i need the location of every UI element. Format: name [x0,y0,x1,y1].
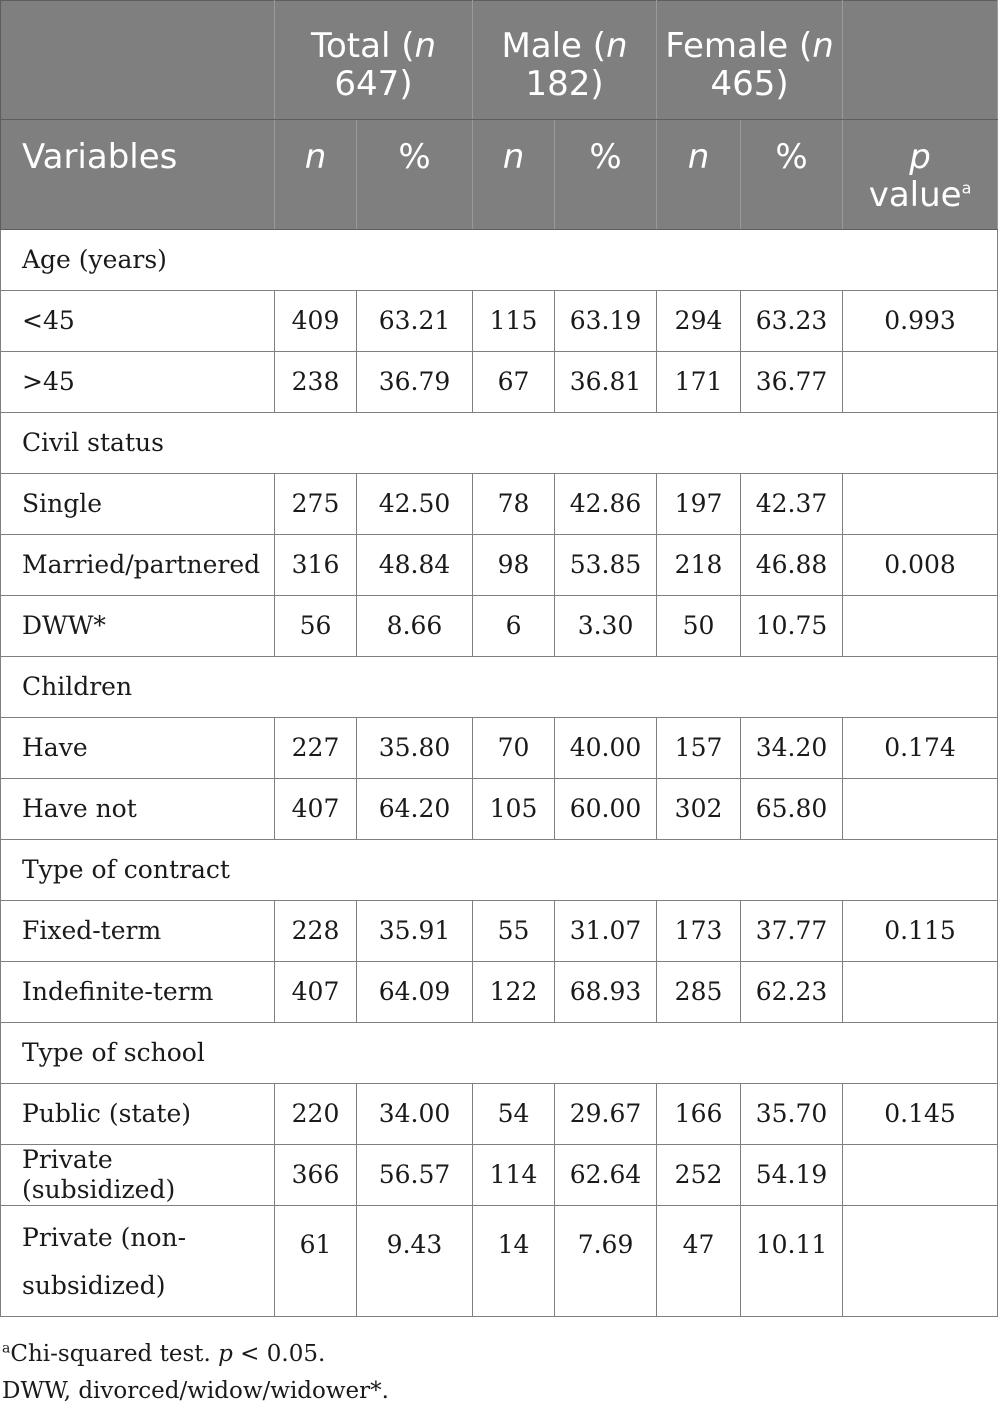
cell-male-pct: 42.86 [555,474,657,535]
cell-p-value [843,1145,998,1206]
cell-p-value [843,596,998,657]
cell-male-n: 6 [473,596,555,657]
cell-p-value [843,1206,998,1317]
cell-female-pct: 37.77 [741,901,843,962]
footnote-p-threshold: < 0.05. [232,1341,326,1367]
cell-p-value: 0.174 [843,718,998,779]
footnote-marker: a [2,1340,11,1357]
header-total [275,1,473,120]
table-body [1,230,998,1317]
section-title: Type of contract [1,840,998,901]
header-male-n: n [606,26,628,66]
header-male-label: Male ( [501,26,607,66]
header-blank-cell [1,1,275,120]
table-row [1,352,998,413]
row-label: Have not [1,779,275,840]
cell-male-pct: 36.81 [555,352,657,413]
cell-female-n: 171 [657,352,741,413]
cell-male-n: 70 [473,718,555,779]
header-female-pct-col: % [741,120,843,230]
header-male-pct-col: % [555,120,657,230]
cell-female-n: 197 [657,474,741,535]
table-row [1,901,998,962]
section-title: Age (years) [1,230,998,291]
header-female-n: n [812,26,834,66]
header-female-n-col: n [657,120,741,230]
cell-male-pct: 3.30 [555,596,657,657]
footnote-dww: DWW, divorced/widow/widower*. [2,1378,389,1404]
cell-total-n: 366 [275,1145,357,1206]
header-p-footnote-marker: a [961,178,972,198]
row-label: Fixed-term [1,901,275,962]
header-total-label: Total ( [310,26,415,66]
cell-male-pct: 7.69 [555,1206,657,1317]
table-row [1,1084,998,1145]
cell-male-n: 105 [473,779,555,840]
cell-total-n: 220 [275,1084,357,1145]
header-blank-cell-p [843,1,998,120]
table-row [1,962,998,1023]
cell-female-pct: 36.77 [741,352,843,413]
cell-female-n: 218 [657,535,741,596]
cell-total-n: 407 [275,779,357,840]
cell-male-n: 67 [473,352,555,413]
row-label: DWW* [1,596,275,657]
cell-total-pct: 64.20 [357,779,473,840]
table-row [1,718,998,779]
cell-total-pct: 34.00 [357,1084,473,1145]
cell-female-pct: 35.70 [741,1084,843,1145]
cell-p-value: 0.993 [843,291,998,352]
header-total-n-col: n [275,120,357,230]
header-total-pct-col: % [357,120,473,230]
header-female-label: Female ( [665,26,813,66]
cell-female-pct: 42.37 [741,474,843,535]
cell-female-pct: 54.19 [741,1145,843,1206]
row-label: Private (subsidized) [1,1145,275,1206]
cell-female-pct: 10.11 [741,1206,843,1317]
row-label: Have [1,718,275,779]
footnote-chi-squared [2,1336,389,1373]
cell-total-pct: 64.09 [357,962,473,1023]
section-row [1,840,998,901]
cell-male-n: 14 [473,1206,555,1317]
cell-male-pct: 63.19 [555,291,657,352]
header-variables: Variables [1,120,275,230]
cell-female-n: 166 [657,1084,741,1145]
cell-total-pct: 63.21 [357,291,473,352]
cell-female-n: 302 [657,779,741,840]
cell-female-n: 47 [657,1206,741,1317]
cell-female-n: 252 [657,1145,741,1206]
cell-p-value [843,352,998,413]
cell-female-pct: 65.80 [741,779,843,840]
cell-total-n: 407 [275,962,357,1023]
section-row [1,657,998,718]
cell-total-n: 409 [275,291,357,352]
cell-male-pct: 60.00 [555,779,657,840]
cell-female-n: 50 [657,596,741,657]
cell-total-pct: 9.43 [357,1206,473,1317]
header-total-count: 647) [334,64,413,104]
header-female-count: 465) [710,64,789,104]
header-total-n: n [414,26,437,66]
cell-female-pct: 10.75 [741,596,843,657]
header-female [657,1,843,120]
row-label: Private (non-subsidized) [1,1206,275,1317]
cell-male-n: 54 [473,1084,555,1145]
footnote-p-symbol: p [218,1341,233,1367]
footnote-chi-text: Chi-squared test. [10,1341,219,1367]
cell-female-n: 285 [657,962,741,1023]
cell-p-value [843,779,998,840]
cell-total-pct: 35.80 [357,718,473,779]
table-row [1,779,998,840]
header-male-n-col: n [473,120,555,230]
cell-p-value: 0.115 [843,901,998,962]
section-title: Civil status [1,413,998,474]
cell-p-value [843,474,998,535]
table-row [1,596,998,657]
table-row [1,1206,998,1317]
cell-total-pct: 36.79 [357,352,473,413]
cell-total-pct: 35.91 [357,901,473,962]
section-title: Children [1,657,998,718]
cell-p-value: 0.145 [843,1084,998,1145]
row-label: Public (state) [1,1084,275,1145]
row-label: >45 [1,352,275,413]
cell-male-n: 55 [473,901,555,962]
cell-female-pct: 46.88 [741,535,843,596]
section-row [1,230,998,291]
cell-p-value [843,962,998,1023]
section-title: Type of school [1,1023,998,1084]
cell-total-n: 227 [275,718,357,779]
cell-male-pct: 40.00 [555,718,657,779]
cell-male-n: 78 [473,474,555,535]
section-row [1,1023,998,1084]
table-row [1,1145,998,1206]
cell-female-pct: 34.20 [741,718,843,779]
cell-total-pct: 48.84 [357,535,473,596]
cell-total-n: 316 [275,535,357,596]
table-row [1,474,998,535]
header-male-count: 182) [525,64,604,104]
cell-male-n: 98 [473,535,555,596]
cell-total-n: 56 [275,596,357,657]
header-p-value-label: value [868,175,962,215]
header-p-value [843,120,998,230]
header-p-symbol: p [909,137,931,177]
cell-male-n: 122 [473,962,555,1023]
row-label: Indefinite-term [1,962,275,1023]
row-label: <45 [1,291,275,352]
cell-male-pct: 53.85 [555,535,657,596]
cell-female-n: 294 [657,291,741,352]
cell-total-n: 61 [275,1206,357,1317]
header-row-columns [1,120,998,230]
cell-female-pct: 63.23 [741,291,843,352]
cell-female-n: 173 [657,901,741,962]
cell-total-pct: 42.50 [357,474,473,535]
cell-total-n: 228 [275,901,357,962]
cell-male-pct: 31.07 [555,901,657,962]
cell-male-n: 114 [473,1145,555,1206]
cell-total-pct: 8.66 [357,596,473,657]
cell-male-pct: 62.64 [555,1145,657,1206]
header-male [473,1,657,120]
cell-total-pct: 56.57 [357,1145,473,1206]
cell-male-pct: 68.93 [555,962,657,1023]
section-row [1,413,998,474]
cell-male-pct: 29.67 [555,1084,657,1145]
table-footnotes [2,1336,389,1410]
table-header [1,1,998,230]
cell-female-pct: 62.23 [741,962,843,1023]
table-row [1,535,998,596]
header-row-groups [1,1,998,120]
row-label: Single [1,474,275,535]
cell-total-n: 275 [275,474,357,535]
cell-total-n: 238 [275,352,357,413]
row-label: Married/partnered [1,535,275,596]
cell-p-value: 0.008 [843,535,998,596]
table-row [1,291,998,352]
cell-female-n: 157 [657,718,741,779]
cell-male-n: 115 [473,291,555,352]
